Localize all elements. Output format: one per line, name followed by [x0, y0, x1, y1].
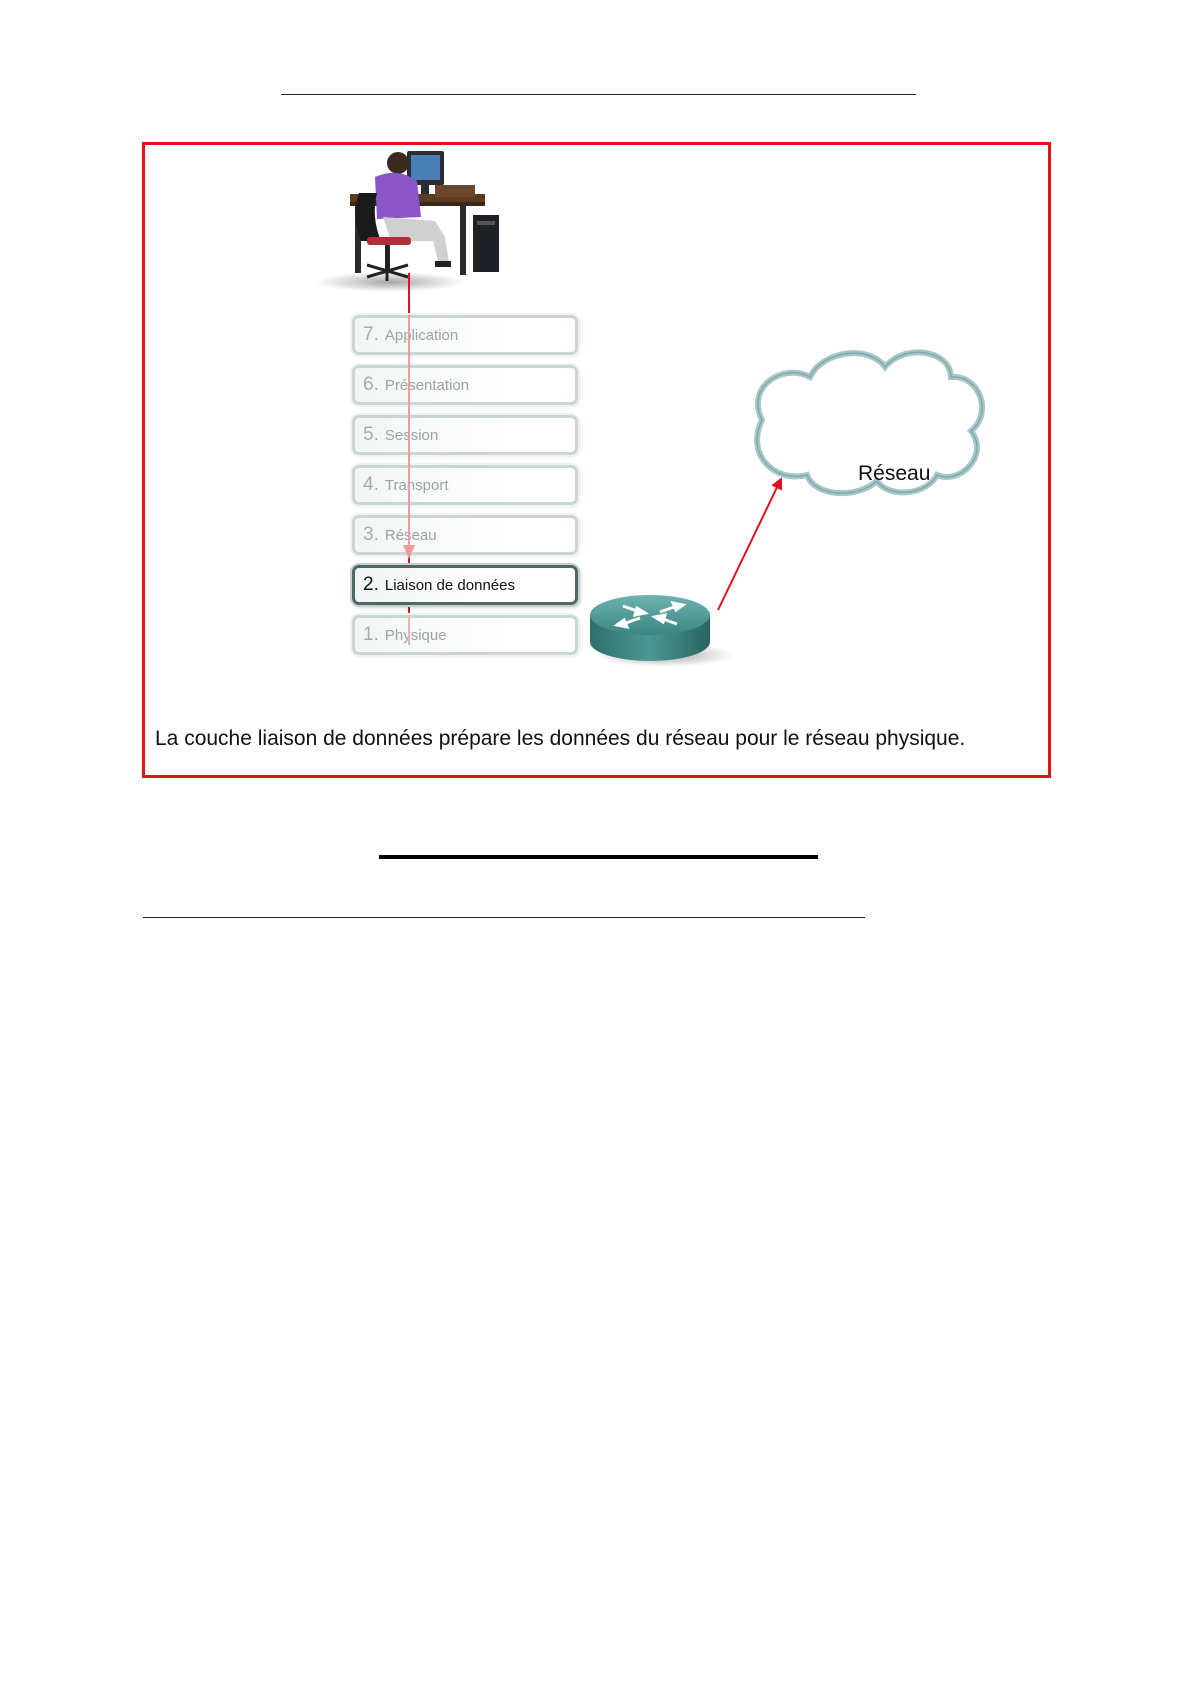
layer-label: Transport	[384, 476, 449, 494]
diagram-caption: La couche liaison de données prépare les données du réseau pour le réseau physique.	[155, 727, 966, 750]
layer-number: 1.	[363, 624, 379, 645]
section-rule	[143, 917, 865, 918]
osi-layer-1	[352, 615, 578, 655]
osi-layer-4	[352, 465, 578, 505]
diagram-frame	[142, 142, 1051, 778]
workstation-user-icon	[315, 151, 499, 292]
cloud-label: Réseau	[858, 462, 931, 485]
layer-label: Liaison de données	[384, 576, 515, 594]
layer-number: 6.	[363, 374, 379, 395]
layer-label: Application	[384, 326, 459, 344]
osi-layer-3	[352, 515, 578, 555]
layer-number: 2.	[363, 574, 379, 595]
layer-label: Session	[384, 426, 439, 444]
top-rule	[281, 94, 916, 95]
layer-number: 4.	[363, 474, 379, 495]
osi-layer-6	[352, 365, 578, 405]
layer-label: Physique	[384, 626, 447, 644]
osi-layer-5	[352, 415, 578, 455]
heading-underline	[379, 855, 818, 859]
osi-layer-7	[352, 315, 578, 355]
layer-label: Présentation	[384, 376, 470, 394]
layer-number: 3.	[363, 524, 379, 545]
layer-number: 7.	[363, 324, 379, 345]
layer-number: 5.	[363, 424, 379, 445]
osi-layer-2-active	[352, 565, 578, 605]
layer-label: Réseau	[384, 526, 437, 544]
router-icon	[590, 595, 735, 667]
